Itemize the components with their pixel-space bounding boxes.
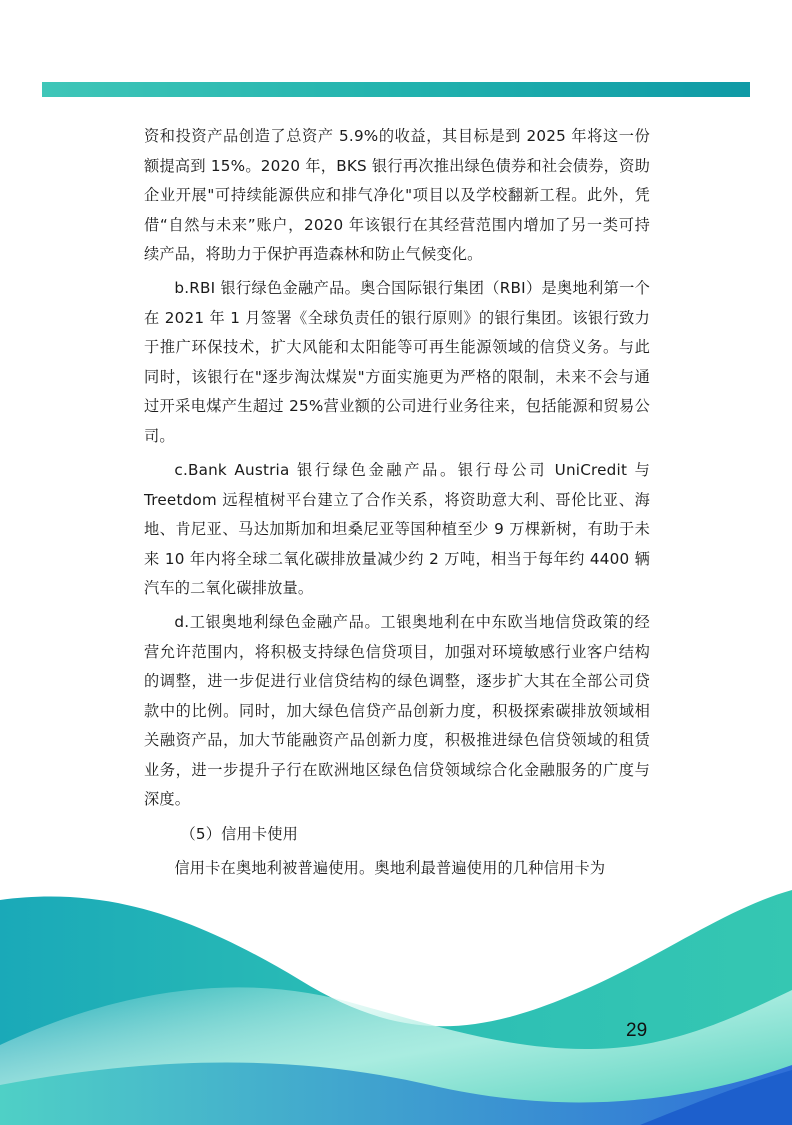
paragraph-rbi-bank: b.RBI 银行绿色金融产品。奥合国际银行集团（RBI）是奥地利第一个在 2021 年 1 月签署《全球负责任的银行原则》的银行集团。该银行致力于推广环保技术，扩大风能和太阳能等可再生能源领域的信贷义务。与此同时，该银行在"逐步淘汰煤炭"方面实施更为严格的限制，未来不会与通过开采电煤产生超过 25%营业额的公司进行业务往来，包括能源和贸易公司。: [144, 279, 650, 445]
page-number: 29: [626, 1020, 648, 1041]
paragraph-bks-bank: 资和投资产品创造了总资产 5.9%的收益，其目标是到 2025 年将这一份额提高到 15%。2020 年，BKS 银行再次推出绿色债券和社会债券，资助企业开展"可持续能源供应和排气净化"项目以及学校翻新工程。此外，凭借“自然与未来”账户，2020 年该银行在其经营范围内增加了另一类可持续产品，将助力于保护再造森林和防止气候变化。: [144, 127, 650, 263]
header-accent-bar: [42, 82, 750, 97]
footer-wave-decoration: [0, 870, 792, 1125]
paragraph-bank-austria: c.Bank Austria 银行绿色金融产品。银行母公司 UniCredit 与 Treetdom 远程植树平台建立了合作关系，将资助意大利、哥伦比亚、海地、肯尼亚、马达加斯加和坦桑尼亚等国种植至少 9 万棵新树，有助于未来 10 年内将全球二氧化碳排放量减少约 2 万吨，相当于每年约 4400 辆汽车的二氧化碳排放量。: [144, 461, 650, 598]
paragraph-icbc-austria: d.工银奥地利绿色金融产品。工银奥地利在中东欧当地信贷政策的经营允许范围内，将积极支持绿色信贷项目，加强对环境敏感行业客户结构的调整，进一步促进行业信贷结构的绿色调整，逐步扩大其在全部公司贷款中的比例。同时，加大绿色信贷产品创新力度，积极探索碳排放领域相关融资产品，加大节能融资产品创新力度，积极推进绿色信贷领域的租赁业务，进一步提升子行在欧洲地区绿色信贷领域综合化金融服务的广度与深度。: [144, 613, 650, 809]
section-heading-credit-card: （5）信用卡使用: [180, 824, 299, 843]
body-text: [144, 122, 650, 888]
paragraph-credit-card: 信用卡在奥地利被普遍使用。奥地利最普遍使用的几种信用卡为: [174, 858, 606, 877]
